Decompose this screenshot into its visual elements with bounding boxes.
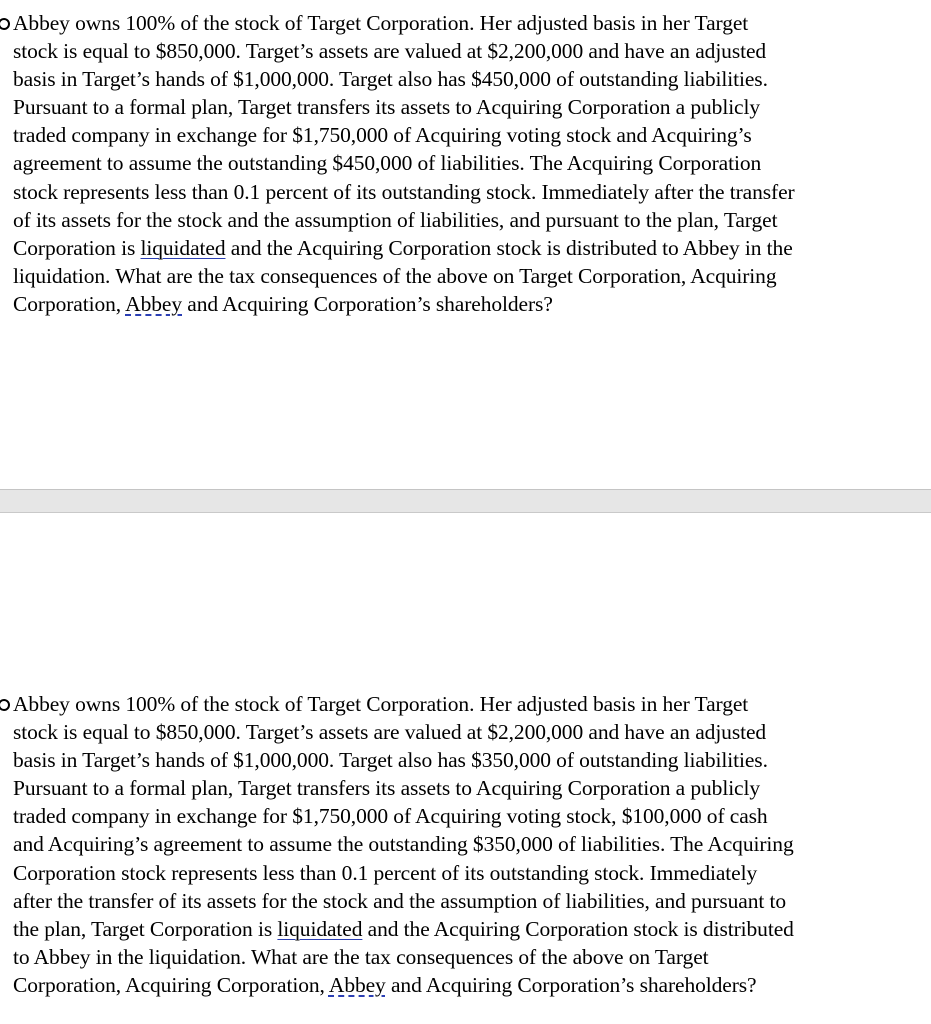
spellcheck-flag-abbey[interactable]: Abbey [125,291,182,316]
question-line [13,234,898,262]
question-2 [13,690,898,999]
question-line: Abbey owns 100% of the stock of Target Corporation. Her adjusted basis in her Target [13,692,749,716]
page-separator [0,489,931,513]
question-line: and Acquiring’s agreement to assume the outstanding $350,000 of liabilities. The Acquiring [13,832,794,857]
question-line: stock represents less than 0.1 percent of its outstanding stock. Immediately after the transfer [13,179,795,204]
question-line: traded company in exchange for $1,750,000 of Acquiring voting stock, $100,000 of cash [13,804,768,829]
question-line: Corporation stock represents less than 0.1 percent of its outstanding stock. Immediately [13,860,758,885]
question-line: to Abbey in the liquidation. What are the tax consequences of the above on Target [13,944,709,969]
question-1 [13,9,898,318]
question-line: agreement to assume the outstanding $450,000 of liabilities. The Acquiring Corporation [13,151,762,176]
text-segment: and the Acquiring Corporation stock is distributed [362,916,794,941]
text-segment: Corporation, [13,291,126,316]
spellcheck-flag-abbey[interactable]: Abbey [328,972,386,997]
bullet-icon [0,699,10,711]
question-line: basis in Target’s hands of $1,000,000. Target also has $450,000 of outstanding liabilities. [13,67,768,92]
text-segment: the plan, Target Corporation is [13,916,278,941]
question-line: stock is equal to $850,000. Target’s assets are valued at $2,200,000 and have an adjusted [13,720,767,745]
question-line: stock is equal to $850,000. Target’s assets are valued at $2,200,000 and have an adjusted [13,39,767,64]
text-segment: and Acquiring Corporation’s shareholders? [385,972,757,997]
question-line [13,915,898,943]
question-line [13,290,898,318]
text-segment: Corporation, Acquiring Corporation, [13,972,329,997]
question-line: after the transfer of its assets for the stock and the assumption of liabilities, and pursuant to [13,888,787,913]
question-line: Pursuant to a formal plan, Target transfers its assets to Acquiring Corporation a publicly [13,95,761,120]
question-line: Pursuant to a formal plan, Target transfers its assets to Acquiring Corporation a publicly [13,776,761,801]
bullet-icon [0,18,10,30]
question-line: Abbey owns 100% of the stock of Target Corporation. Her adjusted basis in her Target [13,11,749,35]
question-line [13,971,898,999]
question-line: of its assets for the stock and the assumption of liabilities, and pursuant to the plan, Target [13,207,778,232]
liquidated-link[interactable]: liquidated [277,916,363,941]
text-segment: and the Acquiring Corporation stock is distributed to Abbey in the [225,235,793,260]
question-line: liquidation. What are the tax consequences of the above on Target Corporation, Acquiring [13,263,777,288]
liquidated-link[interactable]: liquidated [140,235,226,260]
question-line: basis in Target’s hands of $1,000,000. Target also has $350,000 of outstanding liabilities. [13,748,768,773]
question-line: traded company in exchange for $1,750,000 of Acquiring voting stock and Acquiring’s [13,123,752,148]
text-segment: and Acquiring Corporation’s shareholders? [182,291,553,316]
text-segment: Corporation is [13,235,141,260]
